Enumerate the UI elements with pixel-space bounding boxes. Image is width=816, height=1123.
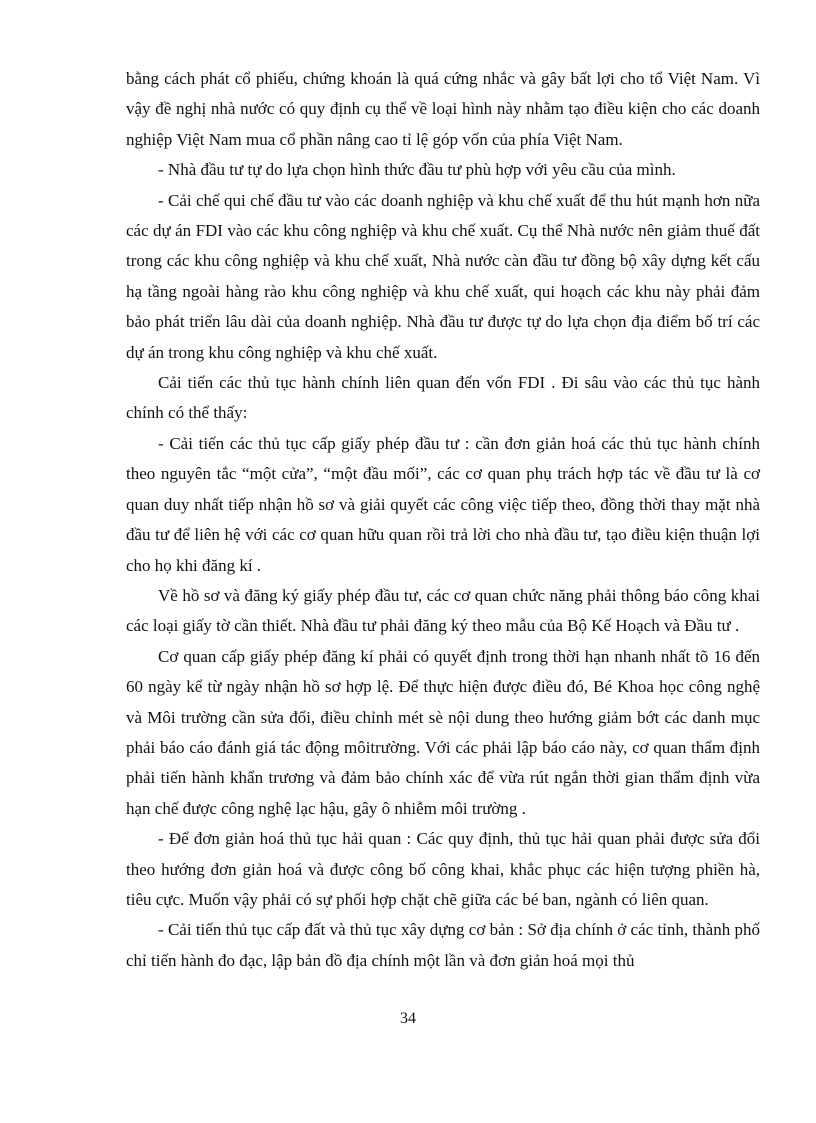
paragraph-free-choice: - Nhà đầu tư tự do lựa chọn hình thức đầu tư phù hợp với yêu cầu của mình. <box>158 160 676 180</box>
paragraph-continuation: bằng cách phát cổ phiếu, chứng khoán là quá cứng nhắc và gây bất lợi cho tổ Việt Nam. Vì vậy đề nghị nhà nước có quy định cụ thể về loại hình này nhằm tạo điều kiện cho các doanh nghiệp Việt Nam mua cổ phần nâng cao tỉ lệ góp vốn của phía Việt Nam. <box>126 69 760 149</box>
paragraph-customs-procedures: - Để đơn giản hoá thủ tục hải quan : Các quy định, thủ tục hải quan phải được sửa đổi theo hướng đơn giản hoá và được công bố công khai, khắc phục các hiện tượng phiền hà, tiêu cực. Muốn vậy phải có sự phối hợp chặt chẽ giữa các bé ban, ngành có liên quan. <box>126 829 760 909</box>
body-text <box>126 64 760 976</box>
paragraph-land-procedures: - Cải tiến thủ tục cấp đất và thủ tục xây dựng cơ bản : Sở địa chính ở các tỉnh, thành phố chỉ tiến hành đo đạc, lập bản đồ địa chính một lần và đơn giản hoá mọi thủ <box>126 920 760 970</box>
paragraph-investment-regulation: - Cải chế qui chế đầu tư vào các doanh nghiệp và khu chế xuất để thu hút mạnh hơn nữa các dự án FDI vào các khu công nghiệp và khu chế xuất. Cụ thể Nhà nước nên giảm thuế đất trong các khu công nghiệp và khu chế xuất, Nhà nước càn đầu tư đồng bộ xây dựng kết cấu hạ tầng ngoài hàng rào khu công nghiệp và khu chế xuất, qui hoạch các khu này phải đảm bảo phát triển lâu dài của doanh nghiệp. Nhà đầu tư được tự do lựa chọn địa điểm bố trí các dự án trong khu công nghiệp và khu chế xuất. <box>126 190 760 362</box>
paragraph-admin-procedures: Cải tiến các thủ tục hành chính liên quan đến vốn FDI . Đi sâu vào các thủ tục hành chính có thể thấy: <box>126 373 760 423</box>
page-number: 34 <box>400 1010 416 1027</box>
paragraph-registration-documents: Về hồ sơ và đăng ký giấy phép đầu tư, các cơ quan chức năng phải thông báo công khai các loại giấy tờ cần thiết. Nhà đầu tư phải đăng ký theo mẫu của Bộ Kế Hoạch và Đầu tư . <box>126 585 760 636</box>
paragraph-licensing-deadline: Cơ quan cấp giấy phép đăng kí phải có quyết định trong thời hạn nhanh nhất tõ 16 đến 60 ngày kể từ ngày nhận hồ sơ hợp lệ. Để thực hiện được điều đó, Bé Khoa học công nghệ và Môi trường cần sửa đổi, điều chỉnh mét sè nội dung theo hướng giảm bớt các danh mục phải báo cáo đánh giá tác động môitrường. Với các phải lập báo cáo này, cơ quan thẩm định phải tiến hành khẩn trương và đảm bảo chính xác để vừa rút ngắn thời gian thẩm định vừa hạn chế được công nghệ lạc hậu, gây ô nhiễm môi trường . <box>126 646 760 818</box>
paragraph-license-procedures: - Cải tiến các thủ tục cấp giấy phép đầu tư : cần đơn giản hoá các thủ tục hành chính theo nguyên tắc “một cửa”, “một đầu mối”, các cơ quan phụ trách hợp tác về đầu tư là cơ quan duy nhất tiếp nhận hồ sơ và giải quyết các công việc tiếp theo, đồng thời thay mặt nhà đầu tư để liên hệ với các cơ quan hữu quan rồi trả lời cho nhà đầu tư, tạo điều kiện thuận lợi cho họ khi đăng kí . <box>126 433 760 575</box>
